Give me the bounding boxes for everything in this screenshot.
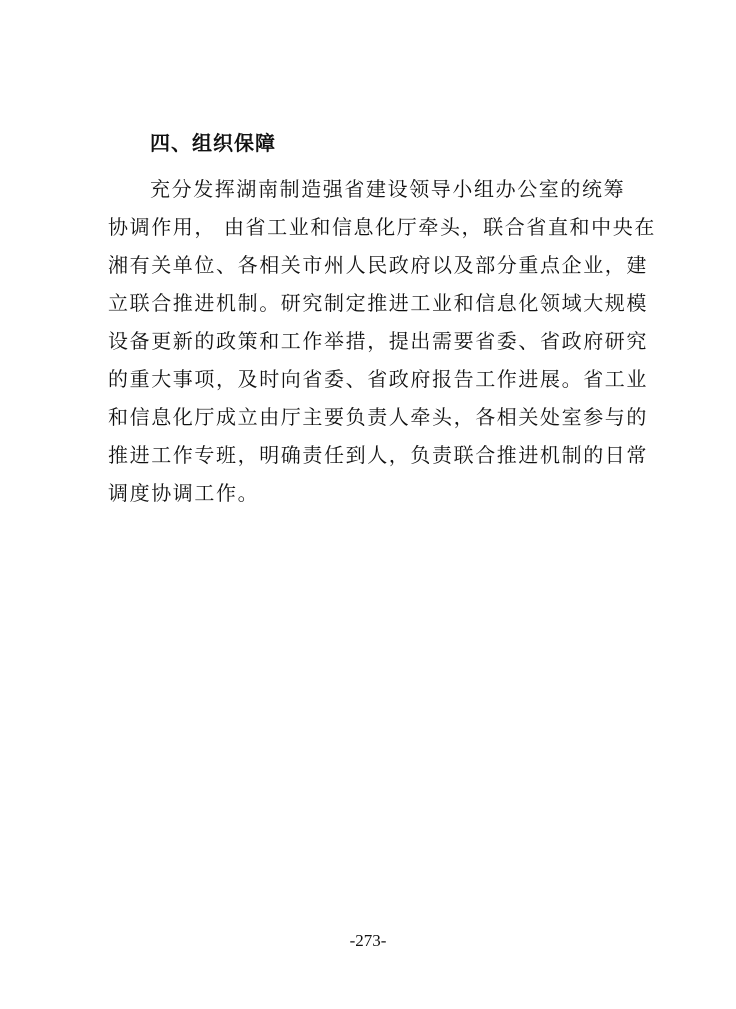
paragraph-line: 推进工作专班，明确责任到人，负责联合推进机制的日常 xyxy=(108,443,648,467)
paragraph-line: 湘有关单位、各相关市州人民政府以及部分重点企业，建 xyxy=(108,253,648,277)
paragraph-line: 充分发挥湖南制造强省建设领导小组办公室的统筹 xyxy=(150,177,626,201)
paragraph-line: 和信息化厅成立由厅主要负责人牵头，各相关处室参与的 xyxy=(108,405,648,429)
section-paragraph xyxy=(108,170,656,512)
paragraph-line: 调度协调工作。 xyxy=(108,481,260,505)
paragraph-line: 设备更新的政策和工作举措，提出需要省委、省政府研究 xyxy=(108,329,648,353)
section-heading: 四、组织保障 xyxy=(150,131,276,155)
paragraph-line: 的重大事项，及时向省委、省政府报告工作进展。省工业 xyxy=(108,367,648,391)
paragraph-line: 协调作用， 由省工业和信息化厅牵头，联合省直和中央在 xyxy=(108,215,656,239)
page-number: -273- xyxy=(349,931,387,950)
paragraph-line: 立联合推进机制。研究制定推进工业和信息化领域大规模 xyxy=(108,291,648,315)
